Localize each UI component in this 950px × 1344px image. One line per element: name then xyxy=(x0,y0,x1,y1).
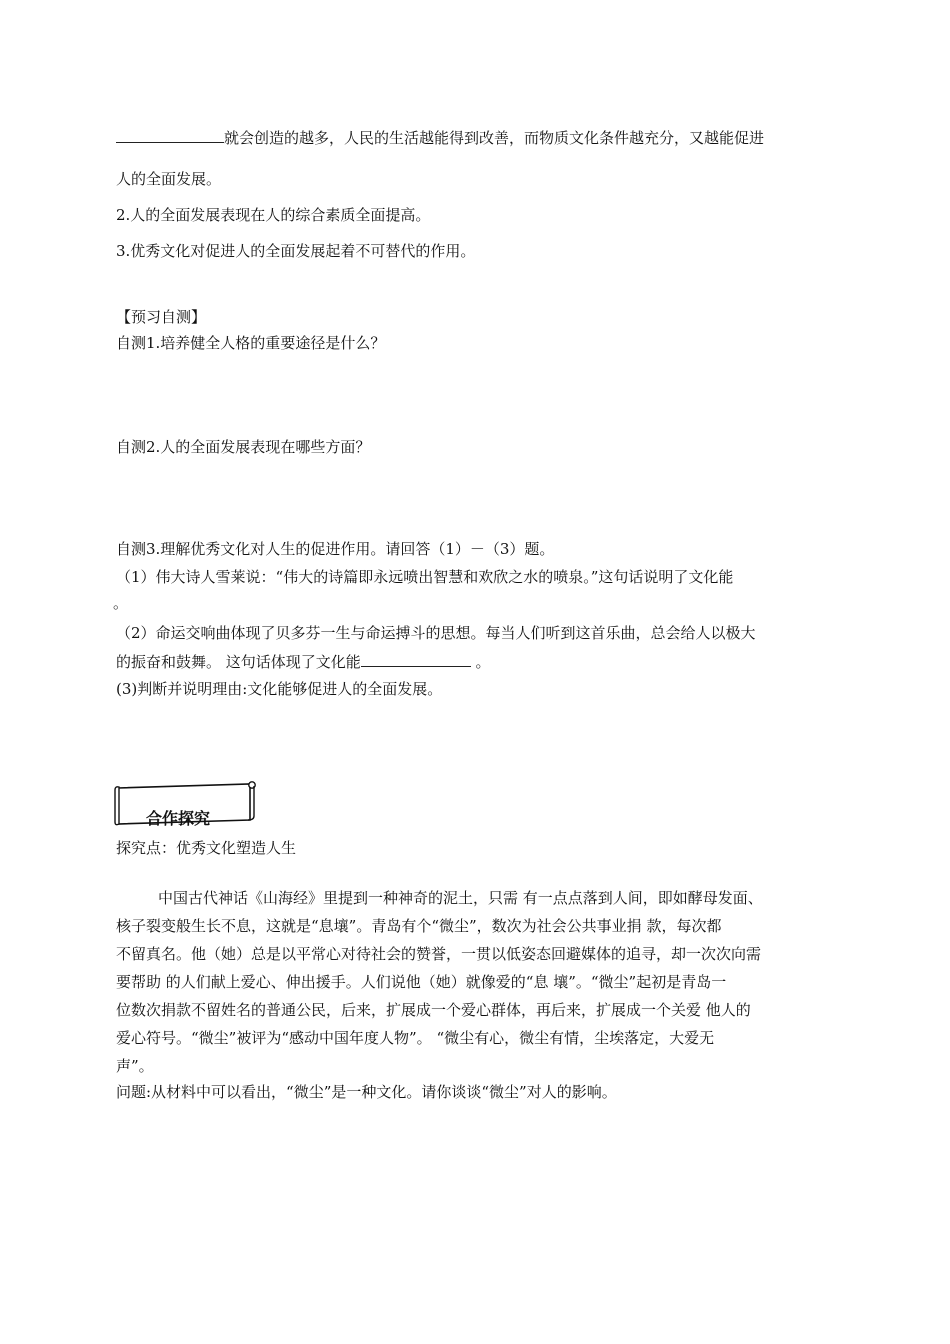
material-line: 声”。 xyxy=(116,1057,154,1075)
banner-title: 合作探究 xyxy=(146,809,211,828)
sub-question-1: （1）伟大诗人雪莱说：“伟大的诗篇即永远喷出智慧和欢欣之水的喷泉。”这句话说明了文化能 xyxy=(116,568,734,586)
answer-blank[interactable] xyxy=(116,126,224,143)
text-segment: 。 xyxy=(470,653,491,671)
explore-question: 问题:从材料中可以看出，“微尘”是一种文化。请你谈谈“微尘”对人的影响。 xyxy=(116,1083,617,1101)
material-line: 爱心符号。“微尘”被评为“感动中国年度人物”。 “微尘有心，微尘有情，尘埃落定，大爱无 xyxy=(116,1029,715,1047)
material-line: 核子裂变般生长不息，这就是“息壤”。青岛有个“微尘”，数次为社会公共事业捐 款，每次都 xyxy=(116,917,722,935)
material-line: 位数次捐款不留姓名的普通公民，后来，扩展成一个爱心群体，再后来，扩展成一个关爱 他人的 xyxy=(116,1001,751,1019)
text-line xyxy=(116,650,491,673)
self-test-question-3: 自测3.理解优秀文化对人生的促进作用。请回答（1）－（3）题。 xyxy=(116,540,555,558)
sub-question-1-end: 。 xyxy=(113,594,129,612)
explore-point: 探究点：优秀文化塑造人生 xyxy=(116,839,297,857)
sub-question-3: (3)判断并说明理由:文化能够促进人的全面发展。 xyxy=(116,680,443,698)
text-line: 人的全面发展。 xyxy=(116,170,222,188)
section-heading: 【预习自测】 xyxy=(116,308,207,326)
point-3: 3.优秀文化对促进人的全面发展起着不可替代的作用。 xyxy=(116,242,476,260)
self-test-question-1: 自测1.培养健全人格的重要途径是什么？ xyxy=(116,334,386,352)
text-segment: 的振奋和鼓舞。 这句话体现了文化能 xyxy=(116,653,361,671)
self-test-question-2: 自测2.人的全面发展表现在哪些方面？ xyxy=(116,438,371,456)
material-line: 不留真名。他（她）总是以平常心对待社会的赞誉，一贯以低姿态回避媒体的追寻，却一次次向需 xyxy=(116,945,762,963)
material-line: 要帮助 的人们献上爱心、伸出援手。人们说他（她）就像爱的“息 壤”。“微尘”起初是青岛一 xyxy=(116,973,727,991)
text-segment: 就会创造的越多，人民的生活越能得到改善，而物质文化条件越充分，又越能促进 xyxy=(224,129,765,147)
point-2: 2.人的全面发展表现在人的综合素质全面提高。 xyxy=(116,206,431,224)
text-line xyxy=(116,126,764,149)
answer-blank[interactable] xyxy=(361,650,471,667)
material-line: 中国古代神话《山海经》里提到一种神奇的泥土，只需 有一点点落到人间，即如酵母发面、 xyxy=(158,889,763,907)
sub-question-2: （2）命运交响曲体现了贝多芬一生与命运搏斗的思想。每当人们听到这首乐曲，总会给人以极大 xyxy=(116,624,756,642)
